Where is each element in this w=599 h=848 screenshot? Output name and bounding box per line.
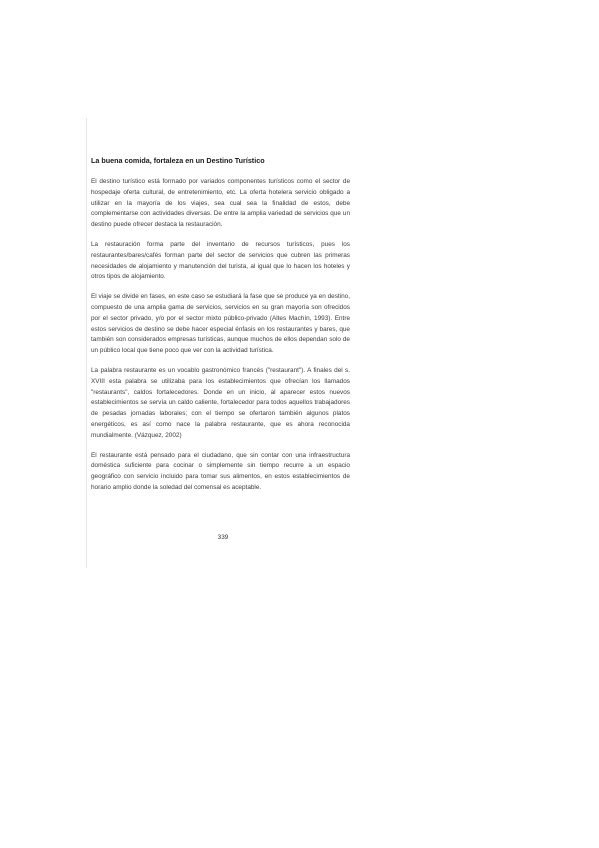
paragraph-2: La restauración forma parte del inventario de recursos turísticos, pues los restaurantes/bares/cafés forman parte del sector de servicios que cubren las primeras necesidades de alojamiento y manutención del turista, al igual que lo hacen los hoteles y otros tipos de alojamiento. (91, 240, 350, 281)
paragraph-4: La palabra restaurante es un vocablo gastronómico francés ("restaurant"). A finales del s. XVIII esta palabra se utilizaba para los establecimientos que ofrecían los llamados "restaurants", caldos fortalecedores. Donde en un inicio, al aparecer estos nuevos establecimientos se servía un caldo caliente, fortalecedor para todos aquellos trabajadores de pesadas jornadas laborales; con el tiempo se ofertaron también algunos platos energéticos, es así como nace la palabra restaurante, que es ahora reconocida mundialmente. (Vázquez, 2002) (91, 366, 350, 439)
paragraph-3: El viaje se divide en fases, en este caso se estudiará la fase que se produce ya en destino, compuesto de una amplia gama de servicios, servicios en su gran mayoría son ofrecidos por el sector privado, y/o por el sector mixto público-privado (Altes Machín, 1993). Entre estos servicios de destino se debe hacer especial énfasis en los restaurantes y bares, que también son considerados empresas turísticas, aunque muchos de ellos dependan solo de un público local que tiene poco que ver con la actividad turística. (91, 293, 350, 355)
document-body (91, 156, 350, 503)
paragraph-1: El destino turístico está formado por variados componentes turísticos como el sector de hospedaje oferta cultural, de entretenimiento, etc. La oferta hotelera servicio obligado a utilizar en la mayoría de los viajes, sea cual sea la finalidad de estos, debe complementarse con actividades diversas. De entre la amplia variedad de servicios que un destino puede ofrecer destaca la restauración. (91, 178, 350, 229)
page-number: 339 (217, 534, 229, 541)
paragraph-5: El restaurante está pensado para el ciudadano, que sin contar con una infraestructura doméstica suficiente para cocinar o simplemente sin tiempo recurre a un espacio geográfico con servicio incluido para tomar sus alimentos, en estos establecimientos de horario amplio donde la soledad del comensal es aceptable. (91, 451, 350, 491)
document-title: La buena comida, fortaleza en un Destino Turístico (91, 156, 265, 165)
margin-rule (86, 118, 87, 568)
